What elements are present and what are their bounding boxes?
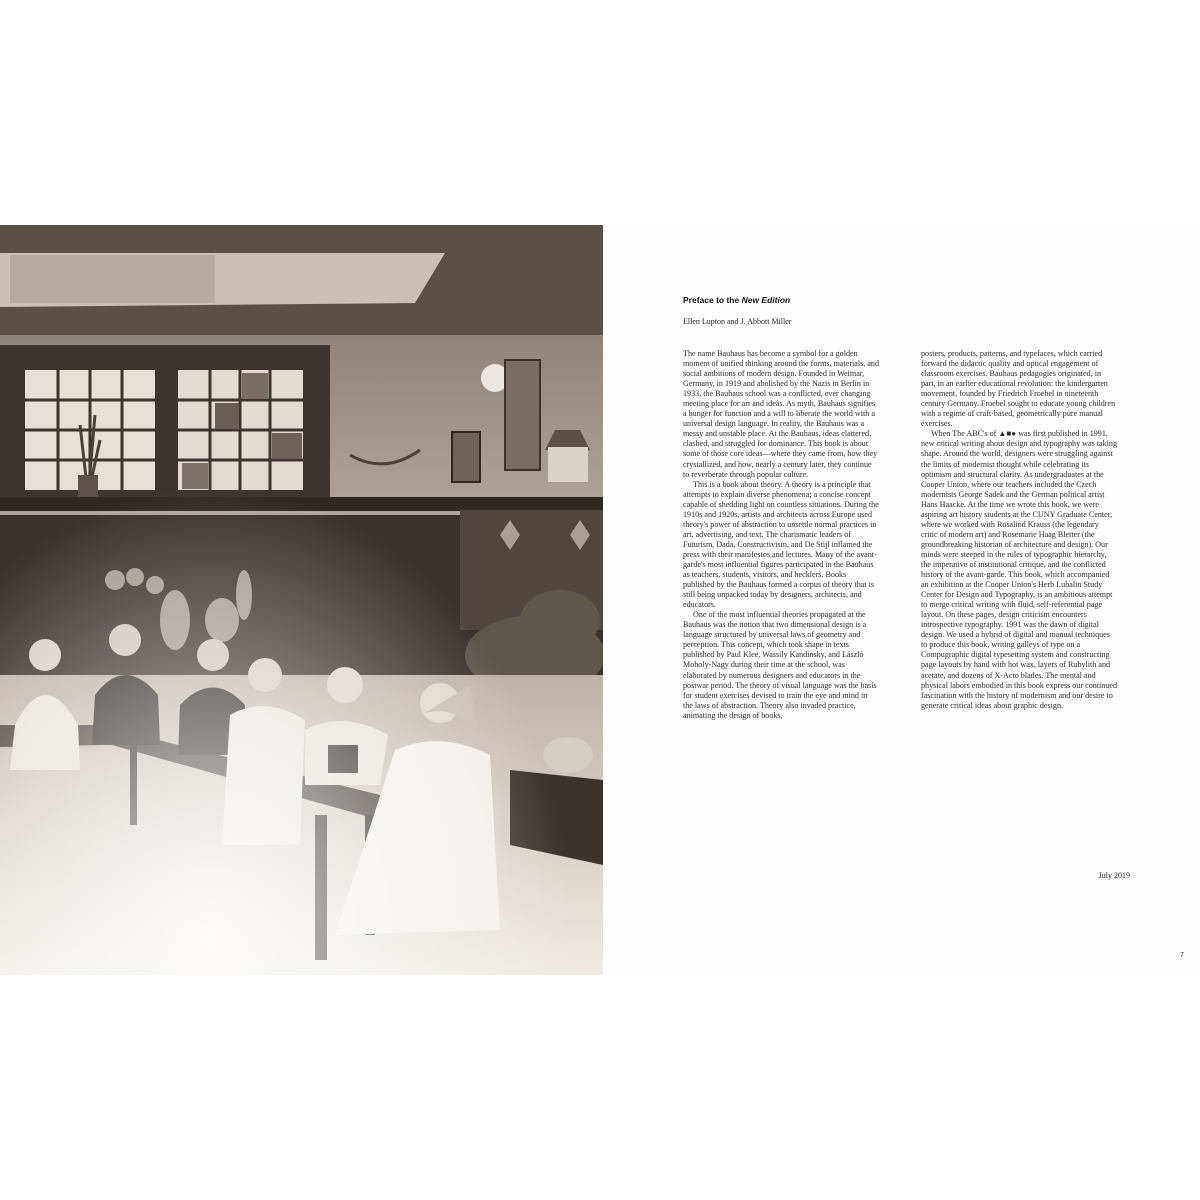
paragraph: This is a book about theory. A theory is a principle that attempts to explain diverse phenomena; a concise concept capable of shedding light on countless situations. During the 1910s and 1920s, artists and architects across Europe used theory's power of abstraction to unsettle normal practices in art, advertising, and text. The charismatic leaders of Futurism, Dada, Constructivism, and De Stijl inflamed the press with their manifestos and lectures. Many of the avant-garde's most influential figures participated in the Bauhaus as teachers, students, visitors, and hecklers. Books published by the Bauhaus formed a corpus of theory that is still being unpacked today by designers, architects, and educators. xyxy=(683,479,879,610)
paragraph: posters, products, patterns, and typefaces, which carried forward the didactic quality and optical engagement of classroom exercises. Bauhaus pedagogies originated, in part, in an earlier educational revolution: the kindergarten movement, founded by Friedrich Froebel in nineteenth century Germany. Froebel sought to educate young children with a regime of craft-based, geometrically pure manual exercises. xyxy=(921,349,1116,429)
text-column-right xyxy=(921,349,1117,711)
text-page xyxy=(603,225,1200,975)
page-number: 7 xyxy=(1180,952,1184,959)
classroom-photograph xyxy=(0,225,603,975)
text-column-left xyxy=(683,349,879,721)
date-line: July 2019 xyxy=(1098,871,1130,880)
paragraph: The name Bauhaus has become a symbol for a golden moment of unified thinking around the forms, materials, and social ambitions of modern design. Founded in Weimar, Germany, in 1919 and abolished by the Nazis in Berlin in 1933, the Bauhaus school was a conflicted, ever changing meeting place for art and ideas. As myth, Bauhaus signifies a hunger for function and a will to liberate the world with a universal design language. In reality, the Bauhaus was a messy and unstable place. At the Bauhaus, ideas clattered, clashed, and struggled for dominance. This book is about some of those core ideas—where they came from, how they crystallized, and how, nearly a century later, they continue to reverberate through popular culture. xyxy=(683,349,880,479)
paragraph: One of the most influential theories propagated at the Bauhaus was the notion that two dimensional design is a language structured by universal laws of geometry and perception. This concept, which took shape in texts published by Paul Klee, Wassily Kandinsky, and László Moholy-Nagy during their time at the school, was elaborated by numerous designers and educators in the postwar period. The theory of visual language was the basis for student exercises devised to train the eye and mind in the laws of abstraction. Theory also invaded practice, animating the design of books, xyxy=(683,610,877,720)
heading-emphasis: New Edition xyxy=(741,295,791,305)
page-heading xyxy=(683,295,790,305)
paragraph: When The ABC's of ▲■● was first published in 1991, new critical writing about design and typography was taking shape. Around the world, designers were struggling against the limits of modernist thought while celebrating its optimism and structural clarity. As undergraduates at the Cooper Union, where our teachers included the Czech modernists George Sadek and the German political artist Hans Haacke. At the time we wrote this book, we were aspiring art history students at the CUNY Graduate Center, where we worked with Rosalind Krauss (the legendary critic of modern art) and Rosemarie Haag Bletter (the groundbreaking historian of architecture and design). Our minds were steeped in the rules of typographic hierarchy, the imperative of institutional critique, and the conflicted history of the avant-garde. This book, which accompanied an exhibition at the Cooper Union's Herb Lubalin Study Center for Design and Typography, is an ambitious attempt to merge critical writing with fluid, self-referential page layout. On these pages, design criticism encounters introspective typography. 1991 was the dawn of digital design. We used a hybrid of digital and manual techniques to produce this book, writing galleys of type on a Compugraphic digital typesetting system and constructing page layouts by hand with hot wax, layers of Rubylith and acetate, and dozens of X-Acto blades. The mental and physical labors embodied in this book express our continued fascination with the history of modernism and our desire to generate critical ideas about graphic design. xyxy=(921,429,1118,710)
byline: Ellen Lupton and J. Abbott Miller xyxy=(683,317,792,326)
heading-prefix: Preface to the xyxy=(683,295,742,305)
